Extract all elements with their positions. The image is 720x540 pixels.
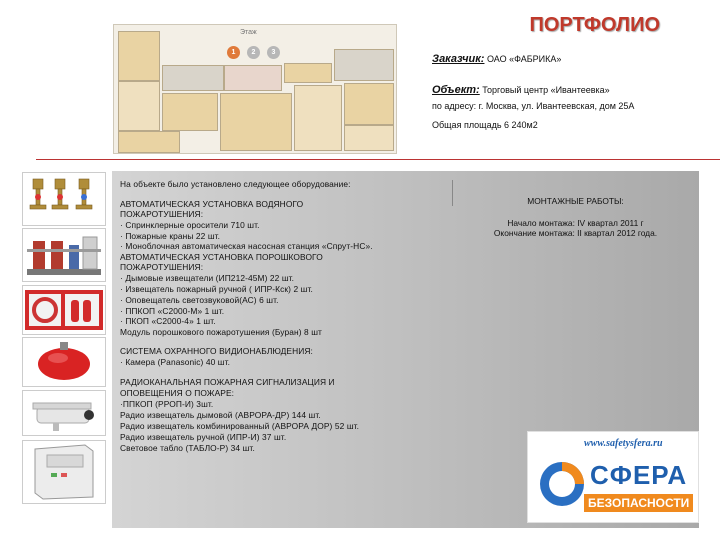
floor-plan-caption: Этаж: [240, 29, 257, 36]
works-block: [468, 196, 683, 238]
equipment-line: · Пожарные краны 22 шт.: [120, 231, 221, 241]
radio-line: ·ППКОП (РРОП-И) 3шт.: [120, 399, 214, 409]
control-panel-photo: [22, 440, 106, 504]
equipment-line: · Дымовые извещатели (ИП212-45М) 22 шт.: [120, 273, 295, 283]
equipment-line: Модуль порошкового пожаротушения (Буран) 8 шт: [120, 327, 322, 337]
equipment-line: ПОЖАРОТУШЕНИЯ:: [120, 209, 204, 219]
equipment-line: АВТОМАТИЧЕСКАЯ УСТАНОВКА ПОРОШКОВОГО: [120, 252, 323, 262]
area-line: Общая площадь 6 240м2: [432, 120, 538, 130]
fire-hose-cabinet-photo: [22, 285, 106, 335]
logo-subtitle: БЕЗОПАСНОСТИ: [584, 494, 693, 512]
equipment-line: АВТОМАТИЧЕСКАЯ УСТАНОВКА ВОДЯНОГО: [120, 199, 304, 209]
works-end: Окончание монтажа: II квартал 2012 года.: [493, 228, 658, 238]
camera-photo: [22, 390, 106, 436]
company-logo: [527, 431, 699, 523]
works-heading: МОНТАЖНЫЕ РАБОТЫ:: [527, 196, 624, 206]
equipment-line: · Извещатель пожарный ручной ( ИПР-Кск) 2 шт.: [120, 284, 313, 294]
floor-plan-image: [113, 24, 397, 154]
logo-name: СФЕРА: [590, 460, 688, 490]
powder-module-photo: [22, 337, 106, 387]
customer-label: Заказчик:: [432, 53, 485, 65]
address-line: по адресу: г. Москва, ул. Ивантеевская, дом 25А: [432, 101, 635, 111]
object-value: Торговый центр «Ивантеевка»: [482, 85, 610, 95]
equipment-line: · ППКОП «С2000-М» 1 шт.: [120, 306, 225, 316]
customer-value: ОАО «ФАБРИКА»: [486, 54, 562, 64]
radio-line: Световое табло (ТАБЛО-Р) 34 шт.: [120, 443, 255, 453]
floor-button-3[interactable]: 3: [267, 46, 280, 59]
page-title: ПОРТФОЛИО: [529, 14, 660, 36]
video-line: · Камера (Panasonic) 40 шт.: [120, 357, 231, 367]
pump-station-photo: [22, 228, 106, 282]
separator-line: [36, 159, 720, 160]
radio-line: Радио извещатель дымовой (АВРОРА-ДР) 144 шт.: [120, 410, 321, 420]
radio-line: РАДИОКАНАЛЬНАЯ ПОЖАРНАЯ СИГНАЛИЗАЦИЯ И: [120, 377, 335, 387]
radio-line: Радио извещатель ручной (ИПР-И) 37 шт.: [120, 432, 287, 442]
customer-line: [432, 53, 561, 65]
radio-line: Радио извещатель комбинированный (АВРОРА ДОР) 52 шт.: [120, 421, 360, 431]
equipment-line: ПОЖАРОТУШЕНИЯ:: [120, 262, 204, 272]
equipment-line: · ПКОП «С2000-4» 1 шт.: [120, 316, 216, 326]
radio-line: ОПОВЕЩЕНИЯ О ПОЖАРЕ:: [120, 388, 235, 398]
floor-button-2[interactable]: 2: [247, 46, 260, 59]
sprinkler-photo: [22, 172, 106, 226]
object-label: Объект:: [432, 84, 480, 96]
object-line: [432, 84, 610, 96]
floor-button-1[interactable]: 1: [227, 46, 240, 59]
video-line: СИСТЕМА ОХРАННОГО ВИДИОНАБЛЮДЕНИЯ:: [120, 346, 313, 356]
equipment-line: · Моноблочная автоматическая насосная станция «Спрут-НС».: [120, 241, 373, 251]
logo-url: www.safetysfera.ru: [584, 438, 663, 449]
works-start: Начало монтажа: IV квартал 2011 г: [507, 218, 644, 228]
equipment-intro: На объекте было установлено следующее оборудование:: [120, 179, 351, 189]
column-divider: [452, 180, 453, 206]
equipment-line: · Оповещатель светозвуковой(АС) 6 шт.: [120, 295, 279, 305]
equipment-line: · Спринклерные оросители 710 шт.: [120, 220, 260, 230]
